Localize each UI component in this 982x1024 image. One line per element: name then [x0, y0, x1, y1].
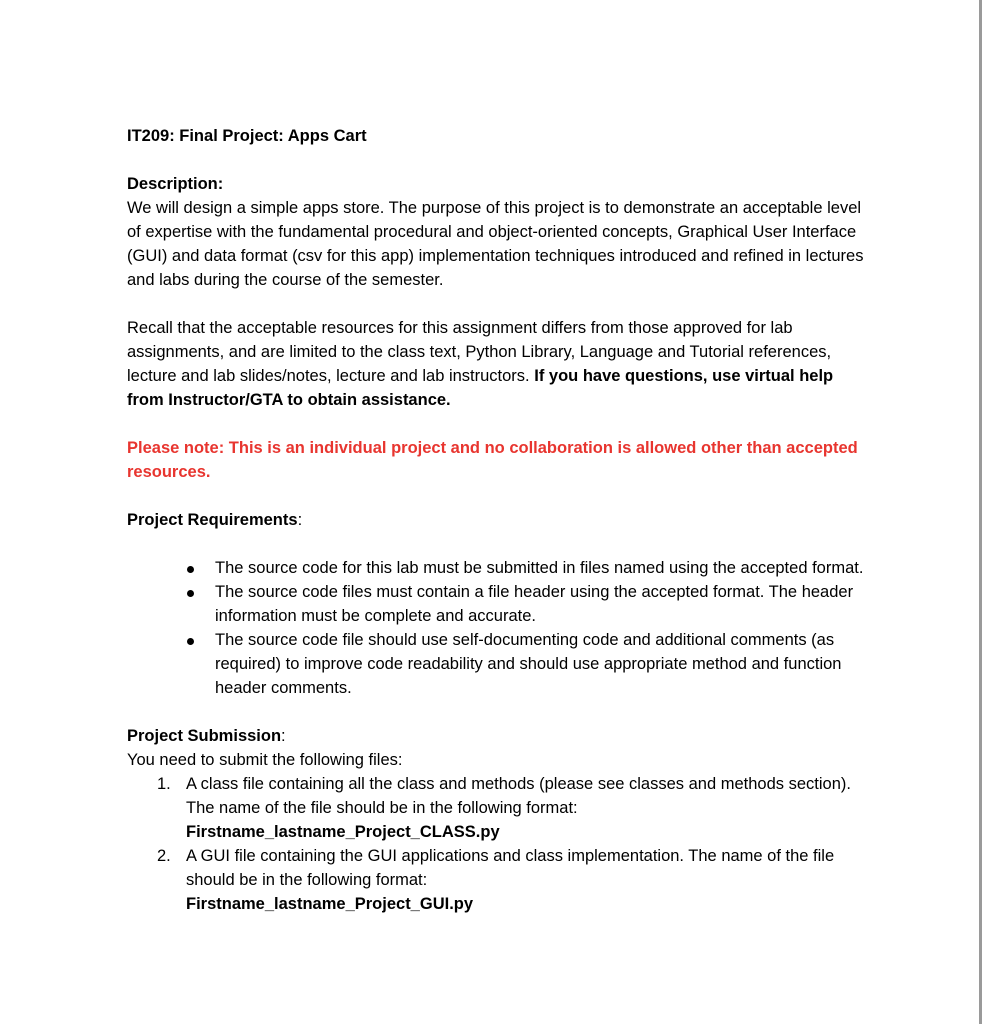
list-number: 2. [157, 847, 171, 865]
submission-intro: You need to submit the following files: [127, 751, 403, 769]
bullet-icon [187, 590, 194, 597]
file-description: A GUI file containing the GUI applications and class implementation. The name of the file should be in the following format: [186, 847, 835, 889]
resources-text: Recall that the acceptable resources for this assignment differs from those approved for lab assignments, and are limited to the class text, Python Library, Language and Tutorial references, lecture and lab slides/notes, lecture and lab instructors. [127, 319, 832, 385]
description-heading: Description: [127, 175, 224, 193]
description-text: We will design a simple apps store. The purpose of this project is to demonstrate an acceptable level of expertise with the fundamental procedural and object-oriented concepts, Graphical User Interface (GUI) and data format (csv for this app) implementation techniques introduced and refined in lectures and labs during the course of the semester. [127, 199, 864, 289]
resources-bold-text: If you have questions, use virtual help from Instructor/GTA to obtain assistance. [127, 367, 834, 409]
file-name: Firstname_lastname_Project_CLASS.py [186, 823, 500, 841]
document-title: IT209: Final Project: Apps Cart [127, 127, 367, 145]
submission-heading: Project Submission [127, 727, 282, 745]
file-name: Firstname_lastname_Project_GUI.py [186, 895, 474, 913]
list-number: 1. [157, 775, 171, 793]
submission-files-list [157, 772, 872, 916]
list-item [157, 772, 872, 844]
requirements-colon: : [297, 511, 303, 529]
collaboration-note: Please note: This is an individual project and no collaboration is allowed other than accepted resources. [127, 439, 858, 481]
submission-heading-line [127, 724, 872, 748]
requirement-text: The source code files must contain a file header using the accepted format. The header information must be complete and accurate. [215, 583, 854, 625]
document-body [127, 124, 872, 916]
requirement-text: The source code for this lab must be submitted in files named using the accepted format. [215, 559, 864, 577]
requirement-text: The source code file should use self-documenting code and additional comments (as required) to improve code readability and should use appropriate method and function header comments. [215, 631, 842, 697]
list-item [157, 844, 872, 916]
bullet-icon [187, 638, 194, 645]
list-item [187, 628, 872, 700]
file-description: A class file containing all the class and methods (please see classes and methods section). The name of the file should be in the following format: [186, 775, 851, 817]
requirements-heading: Project Requirements [127, 511, 298, 529]
resources-paragraph [127, 316, 872, 412]
list-item [187, 556, 872, 580]
requirements-heading-line [127, 508, 872, 532]
requirements-list [187, 556, 872, 700]
submission-colon: : [281, 727, 286, 745]
list-item [187, 580, 872, 628]
bullet-icon [187, 566, 194, 573]
